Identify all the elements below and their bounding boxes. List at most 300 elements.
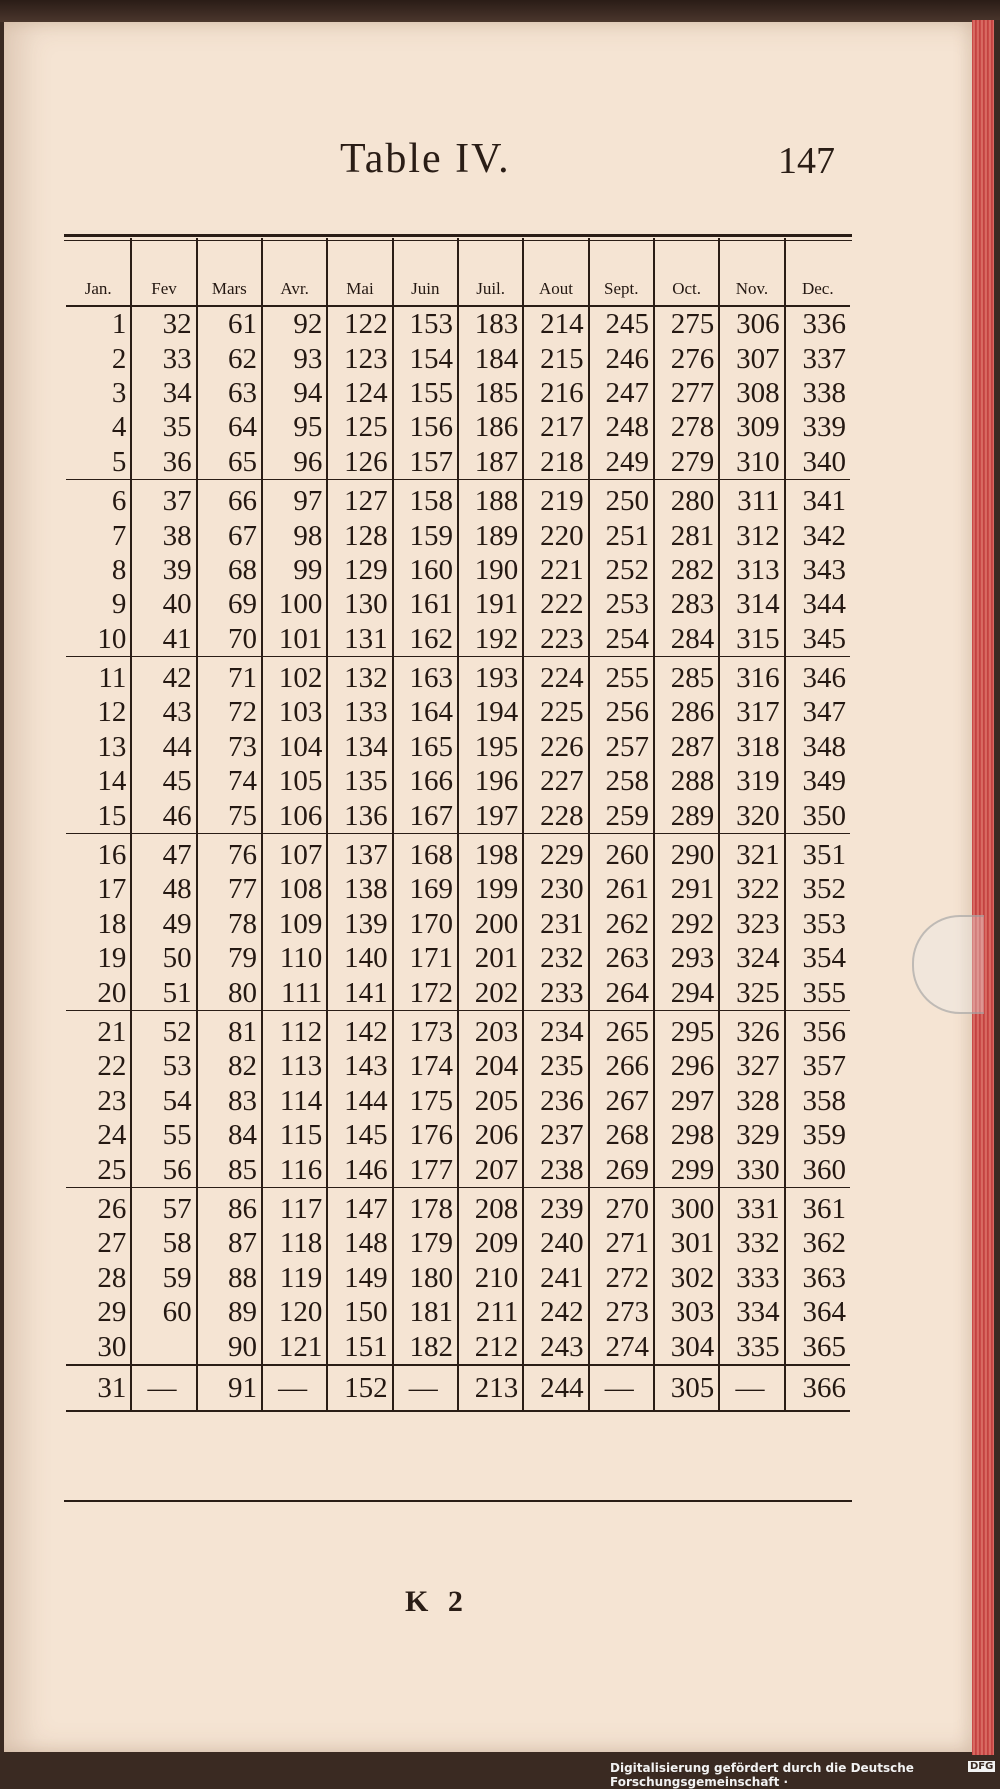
table-cell: 333 <box>719 1261 784 1295</box>
table-cell: 274 <box>589 1329 654 1364</box>
table-cell: 239 <box>523 1187 588 1226</box>
table-cell: — <box>719 1365 784 1411</box>
table-cell: 78 <box>197 907 262 941</box>
table-cell: 172 <box>393 975 458 1010</box>
table-cell: 150 <box>327 1295 392 1329</box>
table-cell: 2 <box>111 342 127 375</box>
table-cell: 319 <box>719 764 784 798</box>
table-cell: 331 <box>719 1187 784 1226</box>
table-cell: 116 <box>262 1152 327 1187</box>
table-cell: 93 <box>262 341 327 375</box>
column-header: Juin <box>393 238 458 306</box>
table-cell: 152 <box>327 1365 392 1411</box>
day-of-year-table <box>66 238 850 1412</box>
red-page-edges <box>972 20 994 1755</box>
table-cell: 241 <box>523 1261 588 1295</box>
table-cell: 282 <box>654 553 719 587</box>
table-cell: 350 <box>785 798 850 833</box>
table-cell: 24 <box>97 1119 127 1152</box>
table-cell: 153 <box>393 306 458 341</box>
table-cell: 134 <box>327 730 392 764</box>
table-cell: 72 <box>197 695 262 729</box>
table-row <box>66 306 850 341</box>
table-cell: 343 <box>785 553 850 587</box>
table-cell: 100 <box>262 587 327 621</box>
table-cell: 33 <box>131 341 196 375</box>
table-cell: 25 <box>66 1152 131 1187</box>
table-cell: 326 <box>719 1010 784 1049</box>
table-row <box>66 941 850 975</box>
table-cell: 207 <box>458 1152 523 1187</box>
table-cell: 22 <box>97 1050 127 1083</box>
table-cell: 128 <box>327 518 392 552</box>
table-cell: 164 <box>393 695 458 729</box>
table-cell: 298 <box>654 1118 719 1152</box>
table-cell: 348 <box>785 730 850 764</box>
table-cell: 237 <box>523 1118 588 1152</box>
table-cell: 137 <box>327 833 392 872</box>
table-cell: 175 <box>393 1084 458 1118</box>
day-table <box>66 238 850 1412</box>
table-cell: 42 <box>131 656 196 695</box>
table-cell: 252 <box>589 553 654 587</box>
table-cell: 198 <box>458 833 523 872</box>
table-cell: 263 <box>589 941 654 975</box>
table-cell: 102 <box>262 656 327 695</box>
table-cell: 360 <box>785 1152 850 1187</box>
table-cell: 88 <box>197 1261 262 1295</box>
table-cell: 84 <box>197 1118 262 1152</box>
table-cell: 45 <box>131 764 196 798</box>
table-cell: 363 <box>785 1261 850 1295</box>
table-cell: 144 <box>327 1084 392 1118</box>
table-cell: 146 <box>327 1152 392 1187</box>
table-cell: 140 <box>327 941 392 975</box>
table-cell: 145 <box>327 1118 392 1152</box>
table-cell: 346 <box>785 656 850 695</box>
table-cell: 249 <box>589 445 654 480</box>
table-cell: 226 <box>523 730 588 764</box>
table-cell: 351 <box>785 833 850 872</box>
table-row <box>66 341 850 375</box>
table-cell: 232 <box>523 941 588 975</box>
table-cell: 212 <box>458 1329 523 1364</box>
table-cell: 165 <box>393 730 458 764</box>
table-row <box>66 622 850 657</box>
table-cell: 267 <box>589 1084 654 1118</box>
table-cell: 197 <box>458 798 523 833</box>
table-cell: 287 <box>654 730 719 764</box>
table-cell: 61 <box>197 306 262 341</box>
table-cell: 300 <box>654 1187 719 1226</box>
table-cell: 191 <box>458 587 523 621</box>
table-cell: 106 <box>262 798 327 833</box>
table-cell: 297 <box>654 1084 719 1118</box>
table-cell: 234 <box>523 1010 588 1049</box>
table-cell: 230 <box>523 872 588 906</box>
table-cell: 327 <box>719 1049 784 1083</box>
table-cell: 277 <box>654 376 719 410</box>
table-cell: 261 <box>589 872 654 906</box>
table-cell: 196 <box>458 764 523 798</box>
table-cell: 347 <box>785 695 850 729</box>
table-cell: 290 <box>654 833 719 872</box>
table-cell: 65 <box>197 445 262 480</box>
table-cell: 178 <box>393 1187 458 1226</box>
table-cell: 364 <box>785 1295 850 1329</box>
table-cell: 251 <box>589 518 654 552</box>
table-cell: 186 <box>458 410 523 444</box>
table-cell: 270 <box>589 1187 654 1226</box>
table-cell: 161 <box>393 587 458 621</box>
table-cell: 359 <box>785 1118 850 1152</box>
table-cell: 107 <box>262 833 327 872</box>
table-cell: 208 <box>458 1187 523 1226</box>
table-cell: 317 <box>719 695 784 729</box>
table-cell: 76 <box>197 833 262 872</box>
table-cell: 335 <box>719 1329 784 1364</box>
table-cell: 148 <box>327 1226 392 1260</box>
table-cell: 285 <box>654 656 719 695</box>
table-cell: 342 <box>785 518 850 552</box>
table-cell: 168 <box>393 833 458 872</box>
table-cell: 126 <box>327 445 392 480</box>
table-cell: 105 <box>262 764 327 798</box>
table-cell: 92 <box>262 306 327 341</box>
table-row <box>66 1261 850 1295</box>
table-cell: 171 <box>393 941 458 975</box>
table-cell: 203 <box>458 1010 523 1049</box>
table-cell: 109 <box>262 907 327 941</box>
table-cell: 345 <box>785 622 850 657</box>
table-cell: 39 <box>131 553 196 587</box>
table-cell: 356 <box>785 1010 850 1049</box>
table-cell: 169 <box>393 872 458 906</box>
table-row <box>66 798 850 833</box>
table-cell: 238 <box>523 1152 588 1187</box>
table-cell: 63 <box>197 376 262 410</box>
table-cell: 307 <box>719 341 784 375</box>
table-cell: 111 <box>262 975 327 1010</box>
table-cell: 46 <box>131 798 196 833</box>
signature-mark: K 2 <box>405 1585 469 1618</box>
table-cell: 235 <box>523 1049 588 1083</box>
table-cell: 149 <box>327 1261 392 1295</box>
table-row <box>66 1329 850 1364</box>
table-cell: 99 <box>262 553 327 587</box>
table-cell: 133 <box>327 695 392 729</box>
table-cell: 16 <box>97 839 127 872</box>
table-cell: 18 <box>97 907 127 940</box>
table-cell: 273 <box>589 1295 654 1329</box>
table-cell: 199 <box>458 872 523 906</box>
table-row <box>66 1084 850 1118</box>
table-cell: — <box>589 1365 654 1411</box>
table-cell: 160 <box>393 553 458 587</box>
table-cell: 117 <box>262 1187 327 1226</box>
table-cell: 279 <box>654 445 719 480</box>
table-cell: 124 <box>327 376 392 410</box>
table-cell: 51 <box>131 975 196 1010</box>
table-cell: 5 <box>66 445 131 480</box>
table-cell: 112 <box>262 1010 327 1049</box>
table-cell: 210 <box>458 1261 523 1295</box>
table-cell: 215 <box>523 341 588 375</box>
table-cell: 69 <box>197 587 262 621</box>
table-cell: 187 <box>458 445 523 480</box>
running-head <box>0 135 968 195</box>
table-cell: 151 <box>327 1329 392 1364</box>
table-cell: 141 <box>327 975 392 1010</box>
table-cell: 341 <box>785 479 850 518</box>
table-cell: — <box>393 1365 458 1411</box>
table-cell: 294 <box>654 975 719 1010</box>
table-cell: 80 <box>197 975 262 1010</box>
table-cell: 13 <box>97 730 127 763</box>
table-cell: 202 <box>458 975 523 1010</box>
table-cell: 221 <box>523 553 588 587</box>
table-cell: 34 <box>131 376 196 410</box>
table-cell: 142 <box>327 1010 392 1049</box>
table-cell: 35 <box>131 410 196 444</box>
table-cell: 48 <box>131 872 196 906</box>
table-cell: 260 <box>589 833 654 872</box>
table-cell: 83 <box>197 1084 262 1118</box>
table-cell: 204 <box>458 1049 523 1083</box>
table-cell: 182 <box>393 1329 458 1364</box>
table-row <box>66 410 850 444</box>
table-cell: 192 <box>458 622 523 657</box>
table-cell: 181 <box>393 1295 458 1329</box>
table-cell: 259 <box>589 798 654 833</box>
table-row <box>66 1365 850 1411</box>
table-cell: 77 <box>197 872 262 906</box>
table-cell: 305 <box>654 1365 719 1411</box>
digitization-credit: Digitalisierung gefördert durch die Deutsche Forschungsgemeinschaft · <box>610 1761 914 1789</box>
table-cell: 365 <box>785 1329 850 1364</box>
table-cell: 1 <box>111 308 127 341</box>
table-cell: 37 <box>131 479 196 518</box>
table-row <box>66 518 850 552</box>
table-cell: 304 <box>654 1329 719 1364</box>
column-header: Aout <box>523 238 588 306</box>
table-cell: 269 <box>589 1152 654 1187</box>
table-cell: 29 <box>97 1296 127 1329</box>
table-cell: 40 <box>131 587 196 621</box>
table-cell: 54 <box>131 1084 196 1118</box>
table-cell: 19 <box>97 942 127 975</box>
table-cell: 185 <box>458 376 523 410</box>
table-cell: 114 <box>262 1084 327 1118</box>
table-cell: 57 <box>131 1187 196 1226</box>
table-cell: 246 <box>589 341 654 375</box>
column-header: Fev <box>131 238 196 306</box>
table-cell: 303 <box>654 1295 719 1329</box>
table-row <box>66 553 850 587</box>
table-cell: 253 <box>589 587 654 621</box>
table-cell: 311 <box>719 479 784 518</box>
book-cover-edge <box>994 20 1000 1755</box>
table-cell: 205 <box>458 1084 523 1118</box>
table-cell: 3 <box>111 376 127 409</box>
table-cell: 44 <box>131 730 196 764</box>
table-cell: 174 <box>393 1049 458 1083</box>
table-cell: 340 <box>785 445 850 480</box>
table-row <box>66 730 850 764</box>
table-cell: 313 <box>719 553 784 587</box>
table-cell: 81 <box>197 1010 262 1049</box>
table-cell: 12 <box>97 696 127 729</box>
table-cell: 118 <box>262 1226 327 1260</box>
table-cell: 195 <box>458 730 523 764</box>
table-cell: 75 <box>197 798 262 833</box>
table-cell: 143 <box>327 1049 392 1083</box>
table-cell: 299 <box>654 1152 719 1187</box>
table-cell: 49 <box>131 907 196 941</box>
table-cell: 336 <box>785 306 850 341</box>
table-row <box>66 1295 850 1329</box>
table-cell: 147 <box>327 1187 392 1226</box>
table-cell: 258 <box>589 764 654 798</box>
dfg-logo: DFG <box>970 1761 994 1772</box>
table-cell: 41 <box>131 622 196 657</box>
table-cell: 119 <box>262 1261 327 1295</box>
table-cell: 352 <box>785 872 850 906</box>
table-cell: 97 <box>262 479 327 518</box>
table-cell: 176 <box>393 1118 458 1152</box>
table-cell: 245 <box>589 306 654 341</box>
table-cell: 59 <box>131 1261 196 1295</box>
table-cell: 214 <box>523 306 588 341</box>
table-cell: 361 <box>785 1187 850 1226</box>
table-cell: 30 <box>66 1329 131 1364</box>
table-cell: 227 <box>523 764 588 798</box>
table-row <box>66 907 850 941</box>
table-cell: 155 <box>393 376 458 410</box>
table-cell: 7 <box>111 519 127 552</box>
table-cell: 110 <box>262 941 327 975</box>
table-cell: 286 <box>654 695 719 729</box>
table-cell: 167 <box>393 798 458 833</box>
table-cell: 329 <box>719 1118 784 1152</box>
table-cell: 231 <box>523 907 588 941</box>
table-cell: 247 <box>589 376 654 410</box>
table-cell: 157 <box>393 445 458 480</box>
table-cell: 323 <box>719 907 784 941</box>
table-row <box>66 833 850 872</box>
table-cell: 104 <box>262 730 327 764</box>
table-cell: 236 <box>523 1084 588 1118</box>
table-cell: 296 <box>654 1049 719 1083</box>
table-cell: 123 <box>327 341 392 375</box>
table-cell: 314 <box>719 587 784 621</box>
table-cell: 103 <box>262 695 327 729</box>
table-cell: 20 <box>66 975 131 1010</box>
table-cell: 233 <box>523 975 588 1010</box>
table-cell: 96 <box>262 445 327 480</box>
table-cell: 309 <box>719 410 784 444</box>
table-cell: 321 <box>719 833 784 872</box>
table-cell: 38 <box>131 518 196 552</box>
table-cell: 265 <box>589 1010 654 1049</box>
table-cell: 26 <box>97 1192 127 1225</box>
table-cell: 154 <box>393 341 458 375</box>
table-cell: 216 <box>523 376 588 410</box>
table-cell: 256 <box>589 695 654 729</box>
table-cell: 271 <box>589 1226 654 1260</box>
table-cell: 291 <box>654 872 719 906</box>
table-cell: 217 <box>523 410 588 444</box>
table-cell: 250 <box>589 479 654 518</box>
table-cell: 177 <box>393 1152 458 1187</box>
table-cell: 302 <box>654 1261 719 1295</box>
table-cell: — <box>131 1365 196 1411</box>
table-cell: 129 <box>327 553 392 587</box>
table-cell: 322 <box>719 872 784 906</box>
table-cell: 280 <box>654 479 719 518</box>
table-cell: 240 <box>523 1226 588 1260</box>
table-cell: 220 <box>523 518 588 552</box>
table-body <box>66 306 850 1411</box>
page-number: 147 <box>778 140 835 182</box>
column-header: Dec. <box>785 238 850 306</box>
table-cell: 14 <box>97 765 127 798</box>
table-cell: 138 <box>327 872 392 906</box>
table-cell: 60 <box>131 1295 196 1329</box>
table-cell: 189 <box>458 518 523 552</box>
table-cell: 184 <box>458 341 523 375</box>
table-cell: 275 <box>654 306 719 341</box>
table-row <box>66 695 850 729</box>
table-cell: 67 <box>197 518 262 552</box>
table-cell: 225 <box>523 695 588 729</box>
table-cell: 52 <box>131 1010 196 1049</box>
table-cell: 86 <box>197 1187 262 1226</box>
column-header: Sept. <box>589 238 654 306</box>
table-cell: 366 <box>785 1365 850 1411</box>
table-cell: 87 <box>197 1226 262 1260</box>
table-cell: 127 <box>327 479 392 518</box>
table-cell: 200 <box>458 907 523 941</box>
table-cell: 355 <box>785 975 850 1010</box>
table-cell: 62 <box>197 341 262 375</box>
table-cell: 284 <box>654 622 719 657</box>
table-cell: 242 <box>523 1295 588 1329</box>
table-cell: 31 <box>66 1365 131 1411</box>
table-cell: 173 <box>393 1010 458 1049</box>
table-cell: 50 <box>131 941 196 975</box>
table-cell: 94 <box>262 376 327 410</box>
table-cell: 70 <box>197 622 262 657</box>
table-cell: 130 <box>327 587 392 621</box>
table-row <box>66 975 850 1010</box>
table-row <box>66 1226 850 1260</box>
table-cell: 180 <box>393 1261 458 1295</box>
page-title: Table IV. <box>340 136 511 182</box>
table-cell: 55 <box>131 1118 196 1152</box>
table-cell: 131 <box>327 622 392 657</box>
table-cell: 113 <box>262 1049 327 1083</box>
table-cell: 158 <box>393 479 458 518</box>
table-cell: 32 <box>131 306 196 341</box>
table-cell: 10 <box>66 622 131 657</box>
table-cell: 292 <box>654 907 719 941</box>
table-cell: 135 <box>327 764 392 798</box>
table-cell: 229 <box>523 833 588 872</box>
table-cell: 74 <box>197 764 262 798</box>
table-cell: 64 <box>197 410 262 444</box>
table-cell: 257 <box>589 730 654 764</box>
